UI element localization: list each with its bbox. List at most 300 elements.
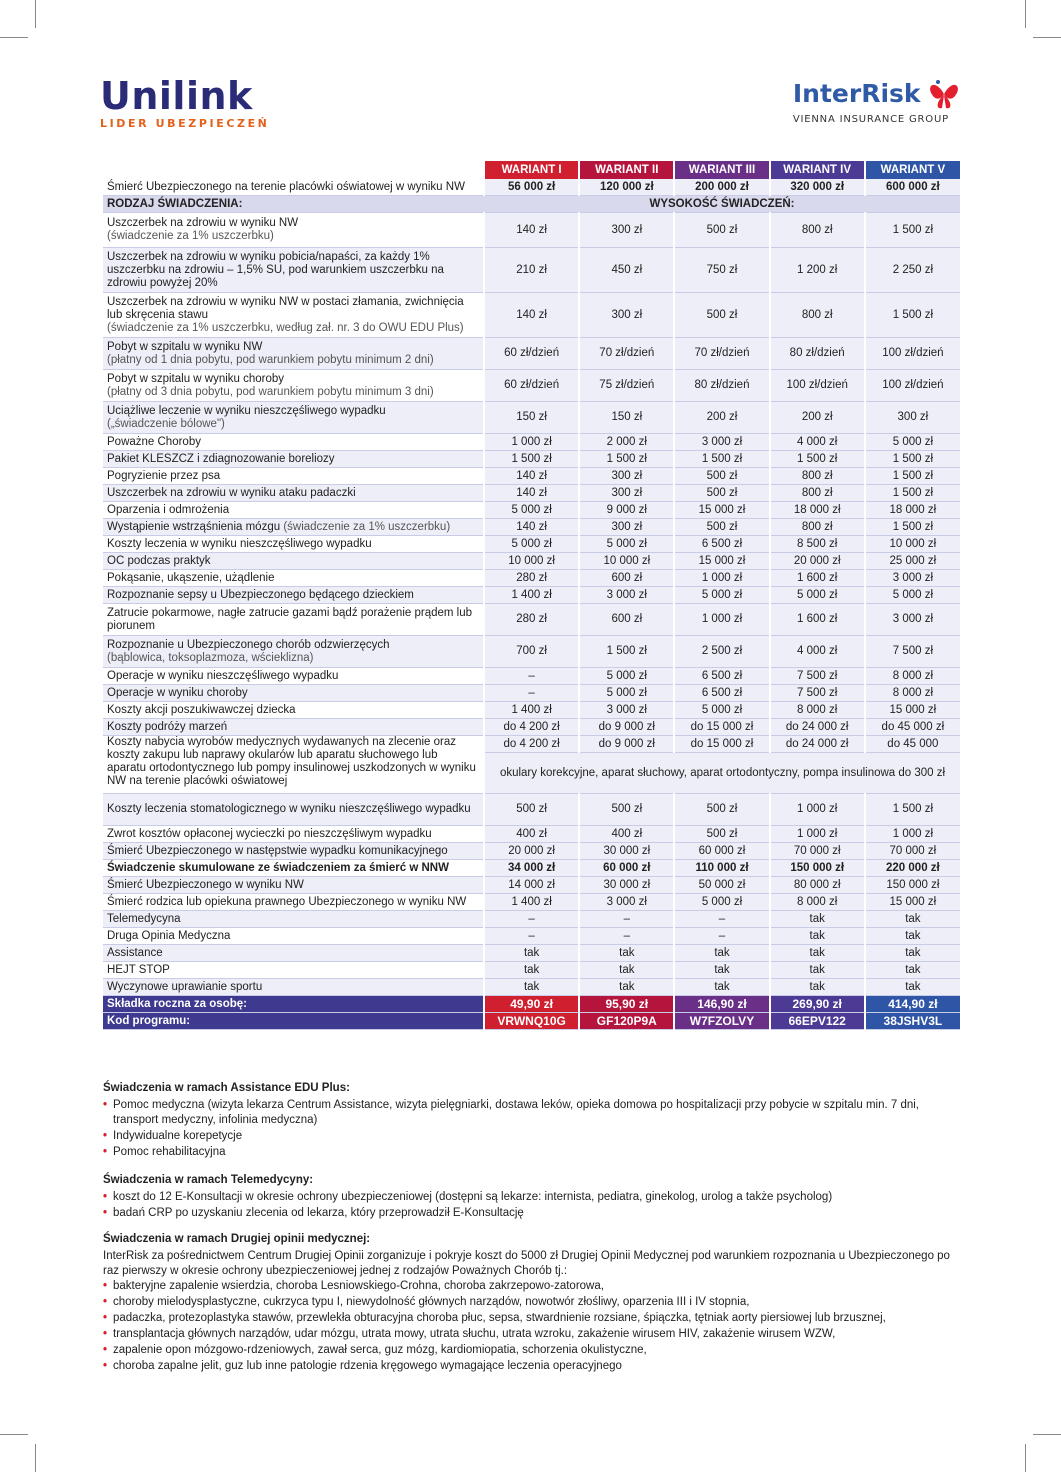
row-value: 1 500 zł bbox=[865, 468, 960, 485]
crop-mark bbox=[1033, 37, 1061, 38]
row-label-text: Poważne Choroby bbox=[107, 435, 201, 448]
row-value: tak bbox=[674, 979, 769, 996]
row-value: 2 500 zł bbox=[674, 636, 769, 668]
row-label-text: Telemedycyna bbox=[107, 912, 181, 925]
row-value: 3 000 zł bbox=[674, 434, 769, 451]
row-value: 140 zł bbox=[484, 519, 579, 536]
premium-value: 95,90 zł bbox=[579, 996, 674, 1013]
row-label bbox=[103, 179, 484, 196]
row-value: 5 000 zł bbox=[674, 587, 769, 604]
row-value: 6 500 zł bbox=[674, 685, 769, 702]
row-value: do 9 000 zł bbox=[579, 719, 674, 736]
row-value: 1 000 zł bbox=[770, 794, 865, 826]
benefits-table bbox=[103, 161, 960, 1030]
row-value: 8 500 zł bbox=[770, 536, 865, 553]
merged-value: okulary korekcyjne, aparat słuchowy, aparat ortodontyczny, pompa insulinowa do 300 zł bbox=[484, 753, 960, 794]
row-value: 1 500 zł bbox=[865, 519, 960, 536]
interisk-subtitle: VIENNA INSURANCE GROUP bbox=[792, 114, 949, 125]
variant-header: WARIANT III bbox=[674, 161, 769, 179]
table-row bbox=[103, 860, 960, 877]
row-value: 320 000 zł bbox=[770, 179, 865, 196]
row-label-text: Śmierć Ubezpieczonego w wyniku NW bbox=[107, 878, 304, 891]
row-value: 3 000 zł bbox=[579, 894, 674, 911]
row-label-text: Druga Opinia Medyczna bbox=[107, 929, 231, 942]
row-label bbox=[103, 402, 484, 434]
premium-label: Składka roczna za osobę: bbox=[103, 996, 484, 1013]
row-label bbox=[103, 860, 484, 877]
section-header-row bbox=[103, 196, 960, 213]
premium-value: 414,90 zł bbox=[865, 996, 960, 1013]
variant-header: WARIANT IV bbox=[770, 161, 865, 179]
list-item: • koszt do 12 E-Konsultacji w okresie ochrony ubezpieczeniowej (dostępni są lekarze: internista, pediatra, ginekolog, urolog a także psycholog) bbox=[103, 1190, 963, 1205]
table-row bbox=[103, 213, 960, 248]
row-value: 20 000 zł bbox=[484, 843, 579, 860]
row-value: – bbox=[484, 928, 579, 945]
row-label-text: Pobyt w szpitalu w wyniku NW bbox=[107, 340, 263, 353]
row-value: do 45 000 zł bbox=[865, 719, 960, 736]
row-label bbox=[103, 826, 484, 843]
row-label bbox=[103, 668, 484, 685]
row-value: 70 000 zł bbox=[865, 843, 960, 860]
row-value: 60 000 zł bbox=[674, 843, 769, 860]
row-value: 14 000 zł bbox=[484, 877, 579, 894]
crop-mark bbox=[35, 0, 36, 28]
row-value: 800 zł bbox=[770, 293, 865, 338]
row-value: 8 000 zł bbox=[770, 894, 865, 911]
table-row bbox=[103, 434, 960, 451]
row-label bbox=[103, 928, 484, 945]
row-value: 3 000 zł bbox=[579, 587, 674, 604]
row-label bbox=[103, 702, 484, 719]
row-label-sub: (świadczenie za 1% uszczerbku) bbox=[283, 520, 451, 533]
interisk-logo bbox=[793, 72, 961, 125]
row-value: 15 000 zł bbox=[674, 502, 769, 519]
row-value: 1 500 zł bbox=[770, 451, 865, 468]
row-value: 1 500 zł bbox=[865, 293, 960, 338]
row-value: 300 zł bbox=[865, 402, 960, 434]
row-label bbox=[103, 604, 484, 636]
crop-mark bbox=[0, 37, 28, 38]
table-row bbox=[103, 485, 960, 502]
row-value: 1 000 zł bbox=[484, 434, 579, 451]
row-value: 30 000 zł bbox=[579, 877, 674, 894]
row-label-text: Uciążliwe leczenie w wyniku nieszczęśliwego wypadku bbox=[107, 404, 386, 417]
table-row bbox=[103, 519, 960, 536]
row-value: tak bbox=[484, 945, 579, 962]
row-label bbox=[103, 945, 484, 962]
row-value: 60 000 zł bbox=[579, 860, 674, 877]
row-value: 800 zł bbox=[770, 468, 865, 485]
row-label bbox=[103, 962, 484, 979]
row-label-text: Rozpoznanie sepsy u Ubezpieczonego będącego dzieckiem bbox=[107, 588, 414, 601]
row-label bbox=[103, 794, 484, 826]
row-value: 6 500 zł bbox=[674, 668, 769, 685]
second-opinion-title: Świadczenia w ramach Drugiej opinii medycznej: bbox=[103, 1233, 371, 1245]
row-value: 5 000 zł bbox=[674, 894, 769, 911]
row-value: 300 zł bbox=[579, 519, 674, 536]
row-value: 200 000 zł bbox=[674, 179, 769, 196]
row-value: tak bbox=[865, 945, 960, 962]
row-label-text: Koszty leczenia w wyniku nieszczęśliwego wypadku bbox=[107, 537, 372, 550]
row-value: 8 000 zł bbox=[770, 702, 865, 719]
program-code-value: W7FZOLVY bbox=[674, 1013, 769, 1030]
list-item: • transplantacja głównych narządów, udar mózgu, utrata mowy, utrata słuchu, utrata wzroku, zakażenie wirusem HIV, zakażenie wirusem WZW, bbox=[103, 1327, 963, 1342]
row-label bbox=[103, 553, 484, 570]
row-label-text: Wyczynowe uprawianie sportu bbox=[107, 980, 263, 993]
row-label-text: Assistance bbox=[107, 946, 163, 959]
table-row bbox=[103, 370, 960, 402]
row-label bbox=[103, 536, 484, 553]
table-row bbox=[103, 979, 960, 996]
row-value: tak bbox=[579, 945, 674, 962]
row-label-text: Zwrot kosztów opłaconej wycieczki po nieszczęśliwym wypadku bbox=[107, 827, 432, 840]
row-value: 100 zł/dzień bbox=[865, 370, 960, 402]
row-label bbox=[103, 979, 484, 996]
row-value: tak bbox=[770, 962, 865, 979]
row-value: 20 000 zł bbox=[770, 553, 865, 570]
row-value: 3 000 zł bbox=[579, 702, 674, 719]
row-value: tak bbox=[865, 911, 960, 928]
row-value: tak bbox=[865, 979, 960, 996]
row-value: 5 000 zł bbox=[579, 668, 674, 685]
row-value: 120 000 zł bbox=[579, 179, 674, 196]
row-value: 750 zł bbox=[674, 248, 769, 293]
row-value: 150 zł bbox=[579, 402, 674, 434]
row-value: 140 zł bbox=[484, 213, 579, 248]
row-label-text: Zatrucie pokarmowe, nagłe zatrucie gazami bądź porażenie prądem lub piorunem bbox=[107, 606, 473, 632]
row-label bbox=[103, 911, 484, 928]
row-label-sub: (bąblowica, toksoplazmoza, wścieklizna) bbox=[107, 651, 314, 664]
row-value: 5 000 zł bbox=[770, 587, 865, 604]
row-value: 5 000 zł bbox=[865, 434, 960, 451]
row-value: 3 000 zł bbox=[865, 604, 960, 636]
row-value: 500 zł bbox=[484, 794, 579, 826]
row-value: 1 400 zł bbox=[484, 587, 579, 604]
program-code-value: 38JSHV3L bbox=[865, 1013, 960, 1030]
row-value: 3 000 zł bbox=[865, 570, 960, 587]
row-value: do 4 200 zł bbox=[484, 719, 579, 736]
table-row bbox=[103, 338, 960, 370]
row-value: 70 zł/dzień bbox=[579, 338, 674, 370]
row-value: 1 200 zł bbox=[770, 248, 865, 293]
assistance-title: Świadczenia w ramach Assistance EDU Plus: bbox=[103, 1082, 350, 1094]
row-value: tak bbox=[579, 962, 674, 979]
row-value: 7 500 zł bbox=[770, 668, 865, 685]
second-opinion-intro: InterRisk za pośrednictwem Centrum Drugiej Opinii zorganizuje i pokryje koszt do 5000 zł Drugiej Opinii Medycznej pod warunkiem rozpoznania u Ubezpieczonego po raz pierwszy w okresie ochrony ubezpieczeniowej jednej z rodzajów Poważnych Chorób tj.: bbox=[103, 1250, 950, 1277]
row-label-text: Pokąsanie, ukąszenie, użądlenie bbox=[107, 571, 275, 584]
row-value: 1 600 zł bbox=[770, 604, 865, 636]
crop-mark bbox=[1033, 1434, 1061, 1435]
row-value: 600 000 zł bbox=[865, 179, 960, 196]
row-value: 800 zł bbox=[770, 519, 865, 536]
row-value: tak bbox=[484, 979, 579, 996]
row-label-text: OC podczas praktyk bbox=[107, 554, 211, 567]
row-value: 15 000 zł bbox=[865, 702, 960, 719]
row-value: 60 zł/dzień bbox=[484, 338, 579, 370]
row-value: 9 000 zł bbox=[579, 502, 674, 519]
row-value: 500 zł bbox=[579, 794, 674, 826]
unilink-logo bbox=[100, 76, 270, 130]
row-label bbox=[103, 451, 484, 468]
row-value: do 24 000 zł bbox=[770, 719, 865, 736]
row-label-text: oraz koszty zakupu lub naprawy okularów lub aparatu słuchowego lub aparatu ortodontycznego lub pompy insulinowej uszkodzonych w wyniku NW na terenie placówki oświatowej bbox=[107, 736, 476, 787]
row-value: 100 zł/dzień bbox=[770, 370, 865, 402]
list-item: • choroby mielodysplastyczne, cukrzyca typu I, niewydolność głównych narządów, nowotwór złośliwy, oparzenia III i IV stopnia, bbox=[103, 1295, 963, 1310]
telemedicine-section bbox=[103, 1173, 963, 1222]
row-value: 70 zł/dzień bbox=[674, 338, 769, 370]
row-label-text: Uszczerbek na zdrowiu w wyniku NW w postaci złamania, zwichnięcia lub skręcenia stawu bbox=[107, 295, 464, 321]
crop-mark bbox=[35, 1444, 36, 1472]
row-label bbox=[103, 519, 484, 536]
row-value: 800 zł bbox=[770, 213, 865, 248]
table-row bbox=[103, 877, 960, 894]
row-value: 100 zł/dzień bbox=[865, 338, 960, 370]
row-value: 140 zł bbox=[484, 485, 579, 502]
row-value: 1 500 zł bbox=[579, 636, 674, 668]
row-value: do 45 000 bbox=[865, 736, 960, 753]
list-item: • bakteryjne zapalenie wsierdzia, choroba Lesniowskiego-Crohna, choroba zakrzepowo-zatorowa, bbox=[103, 1279, 963, 1294]
row-value: – bbox=[579, 911, 674, 928]
row-label bbox=[103, 685, 484, 702]
table-row bbox=[103, 179, 960, 196]
row-value: 150 zł bbox=[484, 402, 579, 434]
row-value: 500 zł bbox=[674, 485, 769, 502]
row-value: 1 000 zł bbox=[770, 826, 865, 843]
row-label-text: Koszty akcji poszukiwawczej dziecka bbox=[107, 703, 296, 716]
variant-header-row bbox=[103, 161, 960, 179]
table-row bbox=[103, 685, 960, 702]
row-label bbox=[103, 213, 484, 248]
row-value: 1 500 zł bbox=[484, 451, 579, 468]
row-value: 1 500 zł bbox=[865, 451, 960, 468]
row-value: tak bbox=[770, 911, 865, 928]
telemedicine-list bbox=[103, 1190, 963, 1221]
row-label bbox=[103, 894, 484, 911]
row-value: 56 000 zł bbox=[484, 179, 579, 196]
table-row bbox=[103, 668, 960, 685]
row-value: 10 000 zł bbox=[484, 553, 579, 570]
row-value: 140 zł bbox=[484, 293, 579, 338]
row-value: do 4 200 zł bbox=[484, 736, 579, 753]
row-label-text: Rozpoznanie u Ubezpieczonego chorób odzwierzęcych bbox=[107, 638, 390, 651]
row-value: tak bbox=[484, 962, 579, 979]
row-label-sub: (świadczenie za 1% uszczerbku) bbox=[107, 230, 274, 242]
row-value: 80 000 zł bbox=[770, 877, 865, 894]
table-row bbox=[103, 293, 960, 338]
row-value: 7 500 zł bbox=[770, 685, 865, 702]
table-row bbox=[103, 794, 960, 826]
list-item: • Pomoc medyczna (wizyta lekarza Centrum Assistance, wizyta pielęgniarki, dostawa leków, opieka domowa po hospitalizacji przy pobycie w szpitalu min. 7 dni, transport medyczny, infolinia medyczna) bbox=[103, 1098, 963, 1128]
row-value: 300 zł bbox=[579, 293, 674, 338]
program-code-value: VRWNQ10G bbox=[484, 1013, 579, 1030]
row-label bbox=[103, 502, 484, 519]
table-row bbox=[103, 945, 960, 962]
row-value: 75 zł/dzień bbox=[579, 370, 674, 402]
second-opinion-section bbox=[103, 1232, 963, 1375]
section-label: RODZAJ ŚWIADCZENIA: bbox=[103, 196, 484, 213]
row-value: 60 zł/dzień bbox=[484, 370, 579, 402]
table-row bbox=[103, 604, 960, 636]
medical-devices-row bbox=[103, 736, 960, 753]
row-value: 1 000 zł bbox=[674, 570, 769, 587]
row-label-sub: („świadczenie bólowe") bbox=[107, 417, 225, 430]
row-value: 500 zł bbox=[674, 468, 769, 485]
row-label-text: Śmierć rodzica lub opiekuna prawnego Ubezpieczonego w wyniku NW bbox=[107, 895, 467, 908]
variant-header: WARIANT V bbox=[865, 161, 960, 179]
row-label bbox=[103, 468, 484, 485]
table-row bbox=[103, 636, 960, 668]
program-code-label: Kod programu: bbox=[103, 1013, 484, 1030]
list-item: • padaczka, protezoplastyka stawów, przewlekła obturacyjna choroba płuc, sepsa, stwardnienie rozsiane, śpiączka, tętniak aorty piersiowej lub brzusznej, bbox=[103, 1311, 963, 1326]
program-code-row bbox=[103, 1013, 960, 1030]
row-value: tak bbox=[865, 962, 960, 979]
row-value: 1 500 zł bbox=[674, 451, 769, 468]
row-label-text: Wystąpienie wstrząśnienia mózgu bbox=[107, 520, 281, 533]
list-item: • choroba zapalne jelit, guz lub inne patologie rdzenia kręgowego wymagające leczenia operacyjnego bbox=[103, 1359, 963, 1374]
row-label-text: Koszty podróży marzeń bbox=[107, 720, 228, 733]
row-value: tak bbox=[770, 928, 865, 945]
row-value: 200 zł bbox=[770, 402, 865, 434]
row-value: tak bbox=[770, 979, 865, 996]
row-label-text: Śmierć Ubezpieczonego na terenie placówki oświatowej w wyniku NW bbox=[107, 180, 465, 193]
row-label bbox=[103, 570, 484, 587]
row-value: 140 zł bbox=[484, 468, 579, 485]
row-value: do 15 000 zł bbox=[674, 719, 769, 736]
row-label-text: Oparzenia i odmrożenia bbox=[107, 503, 230, 516]
row-value: 18 000 zł bbox=[865, 502, 960, 519]
list-item: • Indywidualne korepetycje bbox=[103, 1129, 963, 1144]
crop-mark bbox=[1025, 0, 1026, 28]
row-value: 1 400 zł bbox=[484, 702, 579, 719]
unilink-tagline: LIDER UBEZPIECZEŃ bbox=[100, 117, 270, 130]
table-row bbox=[103, 502, 960, 519]
row-label-text: HEJT STOP bbox=[107, 963, 170, 976]
crop-mark bbox=[1025, 1444, 1026, 1472]
row-label-text: Uszczerbek na zdrowiu w wyniku NW bbox=[107, 217, 299, 229]
table-row bbox=[103, 248, 960, 293]
list-item: • zapalenie opon mózgowo-rdzeniowych, zawał serca, guz mózg, kardiomiopatia, schorzenia okulistyczne, bbox=[103, 1343, 963, 1358]
row-value: 200 zł bbox=[674, 402, 769, 434]
row-value: 1 500 zł bbox=[865, 485, 960, 502]
row-value: tak bbox=[579, 979, 674, 996]
row-value: 5 000 zł bbox=[579, 536, 674, 553]
row-value: – bbox=[674, 928, 769, 945]
row-label bbox=[103, 370, 484, 402]
row-label-text: Koszty nabycia wyrobów medycznych wydawanych na zlecenie bbox=[107, 736, 431, 748]
premium-row bbox=[103, 996, 960, 1013]
table-row bbox=[103, 468, 960, 485]
table-row bbox=[103, 702, 960, 719]
row-label-sub: (płatny od 3 dnia pobytu, pod warunkiem pobytu minimum 3 dni) bbox=[107, 385, 434, 398]
row-label-text: Uszczerbek na zdrowiu w wyniku pobicia/napaści, za każdy 1% uszczerbku na zdrowiu – 1,5% SU, pod warunkiem uszczerbku na zdrowiu powyżej 20% bbox=[107, 250, 444, 289]
row-value: 500 zł bbox=[674, 293, 769, 338]
program-code-value: 66EPV122 bbox=[770, 1013, 865, 1030]
row-value: 700 zł bbox=[484, 636, 579, 668]
row-label bbox=[103, 636, 484, 668]
row-label bbox=[103, 338, 484, 370]
table-row bbox=[103, 536, 960, 553]
row-label bbox=[103, 485, 484, 502]
row-value: 1 500 zł bbox=[865, 794, 960, 826]
row-value: tak bbox=[865, 928, 960, 945]
row-label-text: Uszczerbek na zdrowiu w wyniku ataku padaczki bbox=[107, 486, 356, 499]
row-value: 5 000 zł bbox=[865, 587, 960, 604]
row-value: 600 zł bbox=[579, 604, 674, 636]
row-value: tak bbox=[674, 962, 769, 979]
list-item: • Pomoc rehabilitacyjna bbox=[103, 1145, 963, 1160]
row-value: 300 zł bbox=[579, 485, 674, 502]
crop-mark bbox=[0, 1434, 28, 1435]
row-value: 1 500 zł bbox=[865, 213, 960, 248]
row-value: tak bbox=[674, 945, 769, 962]
row-label bbox=[103, 736, 484, 794]
premium-value: 49,90 zł bbox=[484, 996, 579, 1013]
telemedicine-title: Świadczenia w ramach Telemedycyny: bbox=[103, 1174, 314, 1186]
row-value: 400 zł bbox=[579, 826, 674, 843]
row-value: 4 000 zł bbox=[770, 636, 865, 668]
row-value: 150 000 zł bbox=[770, 860, 865, 877]
row-label-text: Operacje w wyniku choroby bbox=[107, 686, 248, 699]
row-value: – bbox=[484, 668, 579, 685]
row-label bbox=[103, 877, 484, 894]
row-label bbox=[103, 719, 484, 736]
row-label bbox=[103, 434, 484, 451]
row-label-sub: (świadczenie za 1% uszczerbku, według zał. nr. 3 do OWU EDU Plus) bbox=[107, 321, 464, 334]
row-value: do 15 000 zł bbox=[674, 736, 769, 753]
row-value: 400 zł bbox=[484, 826, 579, 843]
row-value: 300 zł bbox=[579, 468, 674, 485]
table-row bbox=[103, 843, 960, 860]
row-value: 500 zł bbox=[674, 826, 769, 843]
row-value: 280 zł bbox=[484, 604, 579, 636]
row-value: – bbox=[484, 911, 579, 928]
row-value: 5 000 zł bbox=[484, 502, 579, 519]
program-code-value: GF120P9A bbox=[579, 1013, 674, 1030]
row-value: 5 000 zł bbox=[674, 702, 769, 719]
table-row bbox=[103, 826, 960, 843]
row-value: 210 zł bbox=[484, 248, 579, 293]
row-value: 1 600 zł bbox=[770, 570, 865, 587]
row-label-text: Pogryzienie przez psa bbox=[107, 469, 221, 482]
row-value: 30 000 zł bbox=[579, 843, 674, 860]
row-value: 5 000 zł bbox=[484, 536, 579, 553]
row-value: 80 zł/dzień bbox=[770, 338, 865, 370]
row-label-text: Pobyt w szpitalu w wyniku choroby bbox=[107, 372, 285, 385]
row-value: 280 zł bbox=[484, 570, 579, 587]
interisk-name: InterRisk bbox=[792, 79, 921, 108]
table-row bbox=[103, 719, 960, 736]
row-value: 220 000 zł bbox=[865, 860, 960, 877]
variant-header: WARIANT I bbox=[484, 161, 579, 179]
row-value: 7 500 zł bbox=[865, 636, 960, 668]
row-label-sub: (płatny od 1 dnia pobytu, pod warunkiem pobytu minimum 2 dni) bbox=[107, 353, 434, 366]
list-item: • badań CRP po uzyskaniu zlecenia od lekarza, który przeprowadził E-Konsultację bbox=[103, 1206, 963, 1221]
premium-value: 269,90 zł bbox=[770, 996, 865, 1013]
row-value: do 24 000 zł bbox=[770, 736, 865, 753]
row-value: – bbox=[484, 685, 579, 702]
row-value: 2 000 zł bbox=[579, 434, 674, 451]
row-label bbox=[103, 843, 484, 860]
butterfly-icon bbox=[927, 76, 961, 112]
row-value: 50 000 zł bbox=[674, 877, 769, 894]
row-value: 80 zł/dzień bbox=[674, 370, 769, 402]
row-value: 4 000 zł bbox=[770, 434, 865, 451]
variant-header: WARIANT II bbox=[579, 161, 674, 179]
table-row bbox=[103, 587, 960, 604]
row-value: 10 000 zł bbox=[579, 553, 674, 570]
row-value: 18 000 zł bbox=[770, 502, 865, 519]
assistance-list bbox=[103, 1098, 963, 1160]
